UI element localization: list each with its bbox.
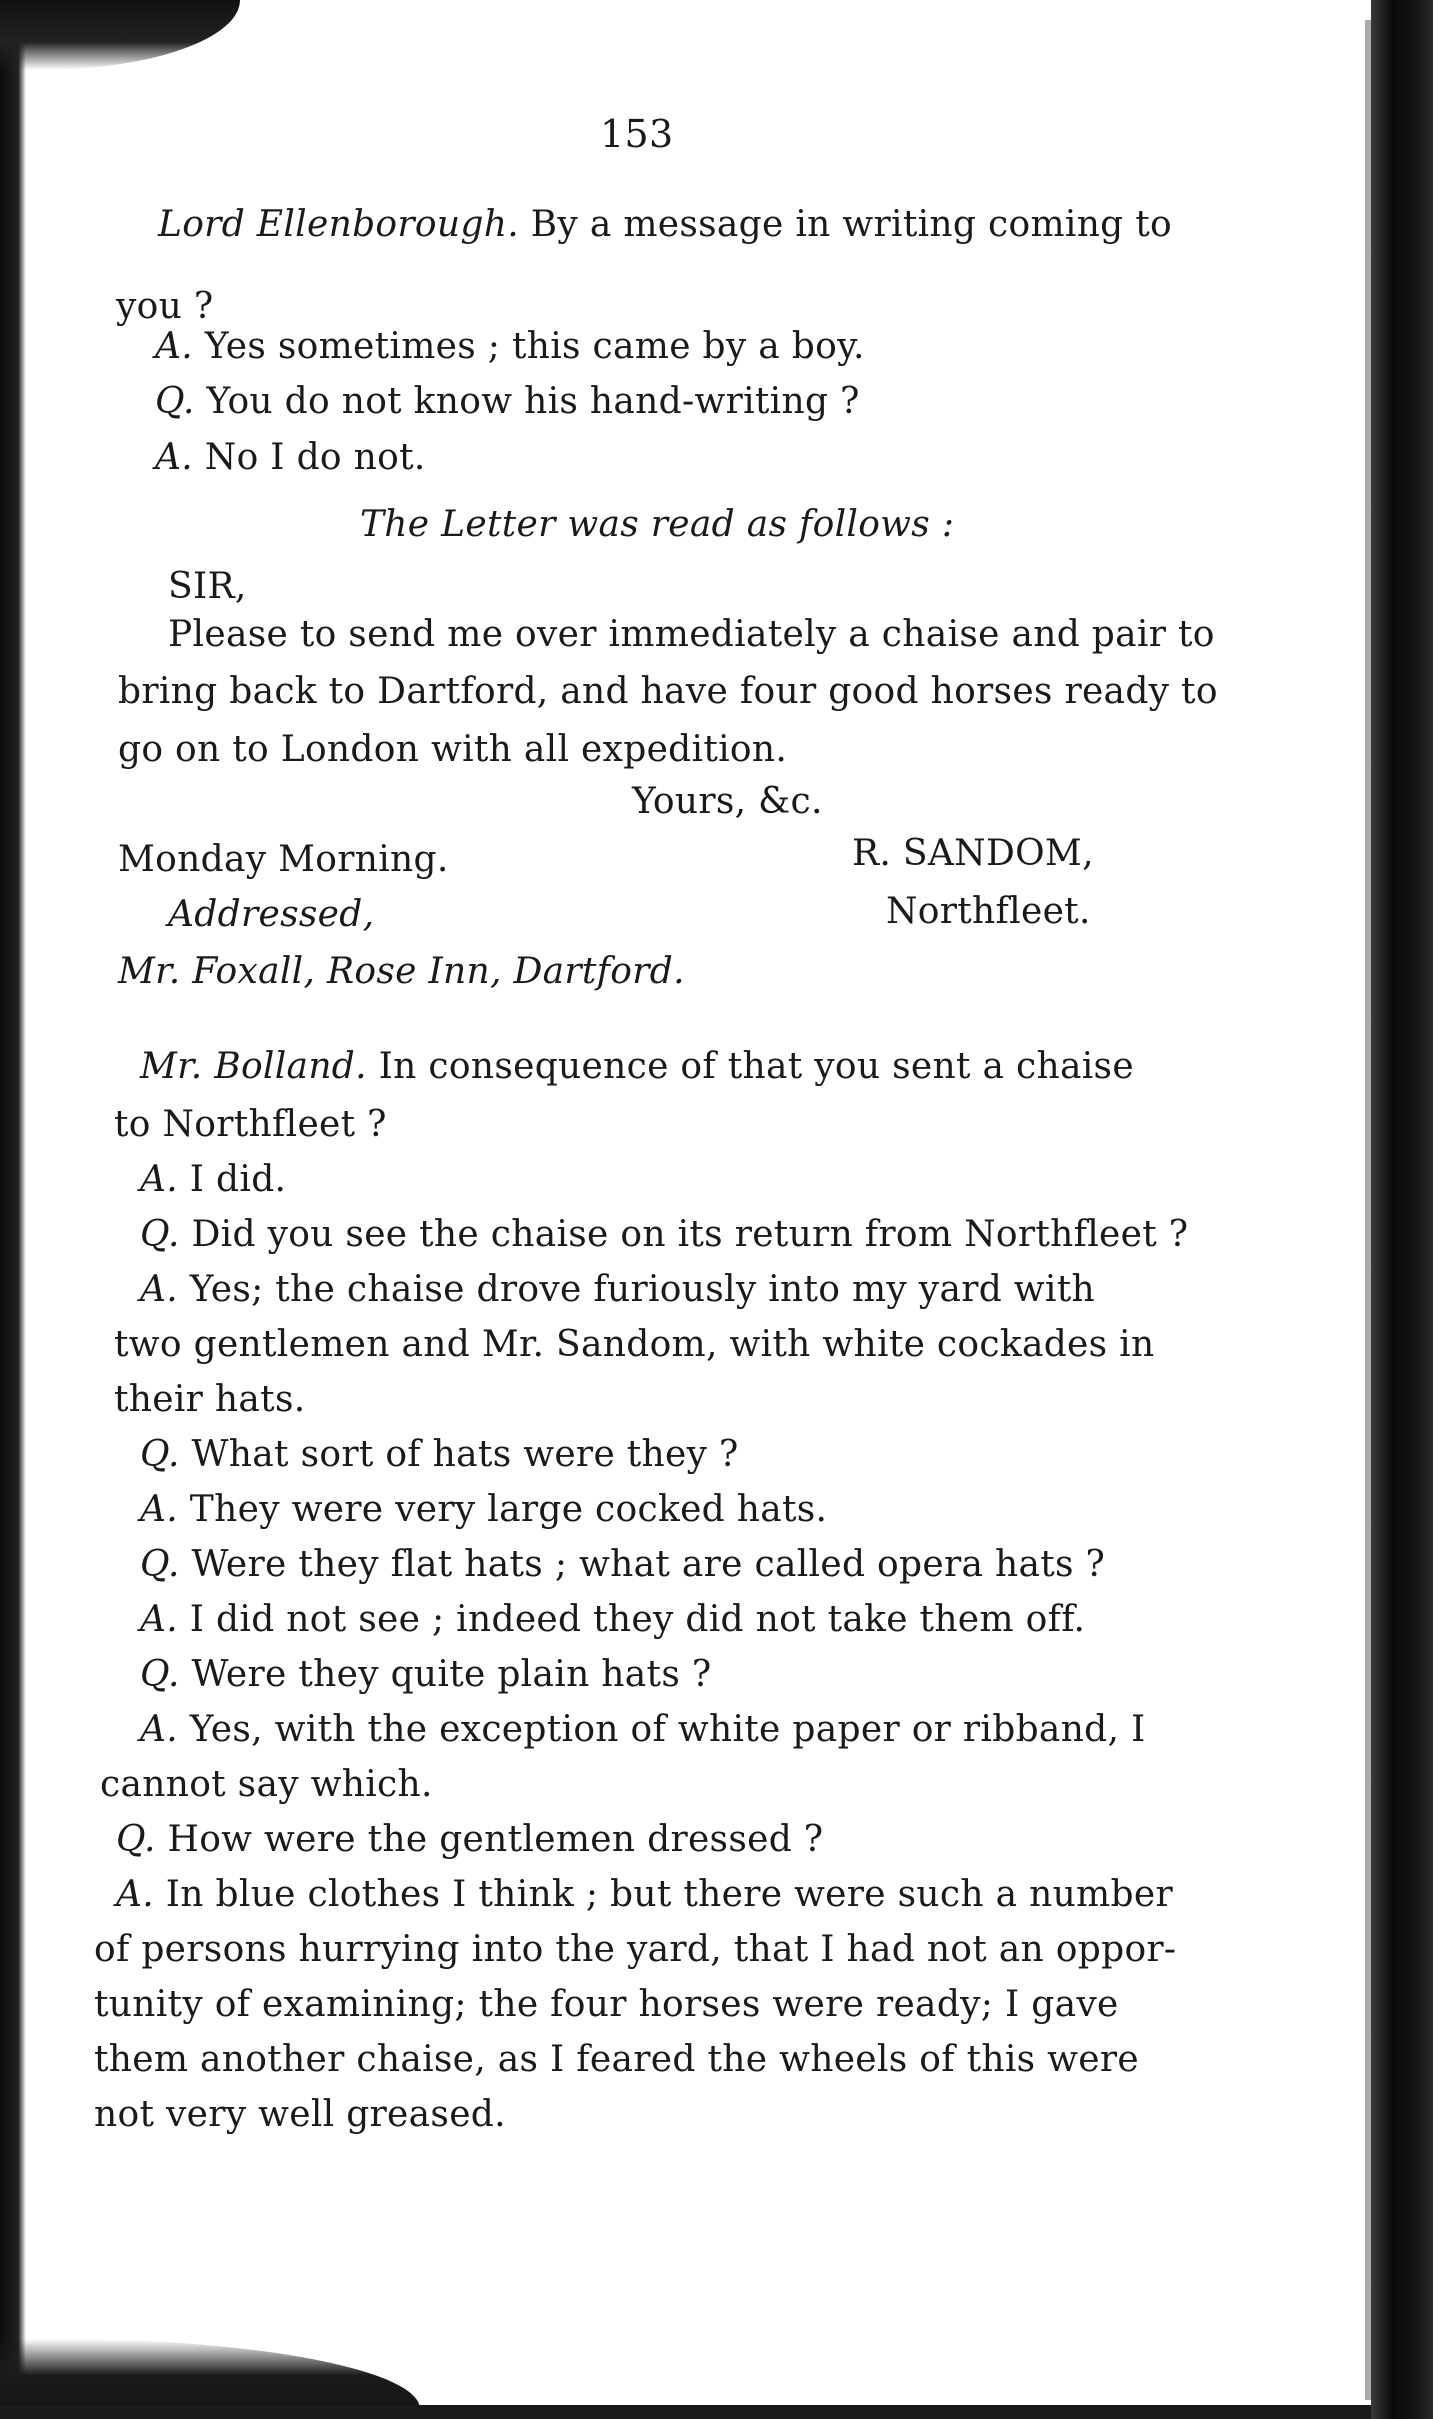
line-text: Yes; the chaise drove furiously into my yard with bbox=[178, 1269, 1095, 1310]
text-line: tunity of examining; the four horses were ready; I gave bbox=[94, 1984, 1119, 2025]
letter-place: Northfleet. bbox=[886, 891, 1091, 932]
text-line: cannot say which. bbox=[100, 1764, 433, 1805]
text-line bbox=[140, 1708, 1146, 1752]
text-line bbox=[155, 380, 860, 424]
question-label: Q. bbox=[155, 381, 195, 422]
text-line: to Northfleet ? bbox=[114, 1104, 387, 1145]
text-line bbox=[140, 1045, 1134, 1089]
line-text: Were they flat hats ; what are called opera hats ? bbox=[179, 1544, 1106, 1585]
text-line: two gentlemen and Mr. Sandom, with white cockades in bbox=[114, 1324, 1155, 1365]
letter-address: Mr. Foxall, Rose Inn, Dartford. bbox=[118, 951, 685, 992]
text-line: their hats. bbox=[114, 1379, 306, 1420]
letter-heading: The Letter was read as follows : bbox=[360, 504, 955, 545]
question-label: Q. bbox=[140, 1434, 180, 1475]
letter-signature: R. SANDOM, bbox=[852, 833, 1094, 874]
text-line bbox=[158, 203, 1172, 247]
text-line bbox=[140, 1598, 1085, 1642]
text-line bbox=[155, 325, 865, 369]
line-text: You do not know his hand-writing ? bbox=[194, 381, 860, 422]
text-line: you ? bbox=[116, 286, 214, 327]
question-label: Q. bbox=[116, 1819, 156, 1860]
line-text: Did you see the chaise on its return from Northfleet ? bbox=[179, 1214, 1189, 1255]
answer-label: A. bbox=[140, 1709, 179, 1750]
text-line bbox=[140, 1543, 1105, 1587]
answer-label: A. bbox=[140, 1489, 179, 1530]
question-label: Q. bbox=[140, 1214, 180, 1255]
line-text: Were they quite plain hats ? bbox=[179, 1654, 712, 1695]
text-line bbox=[140, 1653, 711, 1697]
line-text: No I do not. bbox=[193, 437, 426, 478]
text-line bbox=[140, 1433, 739, 1477]
line-text: What sort of hats were they ? bbox=[179, 1434, 739, 1475]
letter-closing: Yours, &c. bbox=[632, 781, 823, 822]
line-text: Yes sometimes ; this came by a boy. bbox=[193, 326, 865, 367]
letter-date: Monday Morning. bbox=[118, 839, 449, 880]
line-text: I did. bbox=[178, 1159, 287, 1200]
scan-edge-left bbox=[0, 0, 26, 2419]
line-text: By a message in writing coming to bbox=[518, 204, 1173, 245]
line-text: In blue clothes I think ; but there were such a number bbox=[154, 1874, 1173, 1915]
text-line: not very well greased. bbox=[94, 2094, 506, 2135]
text-line bbox=[116, 1818, 823, 1862]
answer-label: A. bbox=[155, 326, 194, 367]
scan-edge-right bbox=[1371, 0, 1433, 2419]
question-label: Q. bbox=[140, 1544, 180, 1585]
text-line bbox=[116, 1873, 1173, 1917]
letter-body-line: go on to London with all expedition. bbox=[118, 729, 788, 770]
text-line: of persons hurrying into the yard, that I had not an oppor- bbox=[94, 1929, 1177, 1970]
page-number: 153 bbox=[600, 112, 674, 156]
answer-label: A. bbox=[140, 1269, 179, 1310]
answer-label: A. bbox=[155, 437, 194, 478]
question-label: Q. bbox=[140, 1654, 180, 1695]
line-text: I did not see ; indeed they did not take them off. bbox=[178, 1599, 1086, 1640]
scan-edge-top bbox=[0, 0, 240, 70]
text-line bbox=[140, 1488, 827, 1532]
text-line bbox=[140, 1213, 1188, 1257]
line-text: Yes, with the exception of white paper or ribband, I bbox=[178, 1709, 1146, 1750]
line-text: They were very large cocked hats. bbox=[178, 1489, 828, 1530]
line-text: In consequence of that you sent a chaise bbox=[366, 1046, 1134, 1087]
text-line bbox=[140, 1158, 286, 1202]
answer-label: A. bbox=[116, 1874, 155, 1915]
text-line bbox=[140, 1268, 1095, 1312]
speaker-name: Mr. Bolland. bbox=[140, 1046, 367, 1087]
scan-edge-bottom bbox=[0, 2405, 1433, 2419]
letter-body-line: Please to send me over immediately a chaise and pair to bbox=[168, 614, 1215, 655]
speaker-name: Lord Ellenborough. bbox=[158, 204, 519, 245]
answer-label: A. bbox=[140, 1159, 179, 1200]
line-text: How were the gentlemen dressed ? bbox=[155, 1819, 824, 1860]
answer-label: A. bbox=[140, 1599, 179, 1640]
letter-salutation: SIR, bbox=[168, 566, 247, 607]
text-line bbox=[155, 436, 426, 480]
letter-body-line: bring back to Dartford, and have four good horses ready to bbox=[118, 671, 1218, 712]
letter-addressed-label: Addressed, bbox=[168, 894, 375, 935]
text-line: them another chaise, as I feared the wheels of this were bbox=[94, 2039, 1139, 2080]
